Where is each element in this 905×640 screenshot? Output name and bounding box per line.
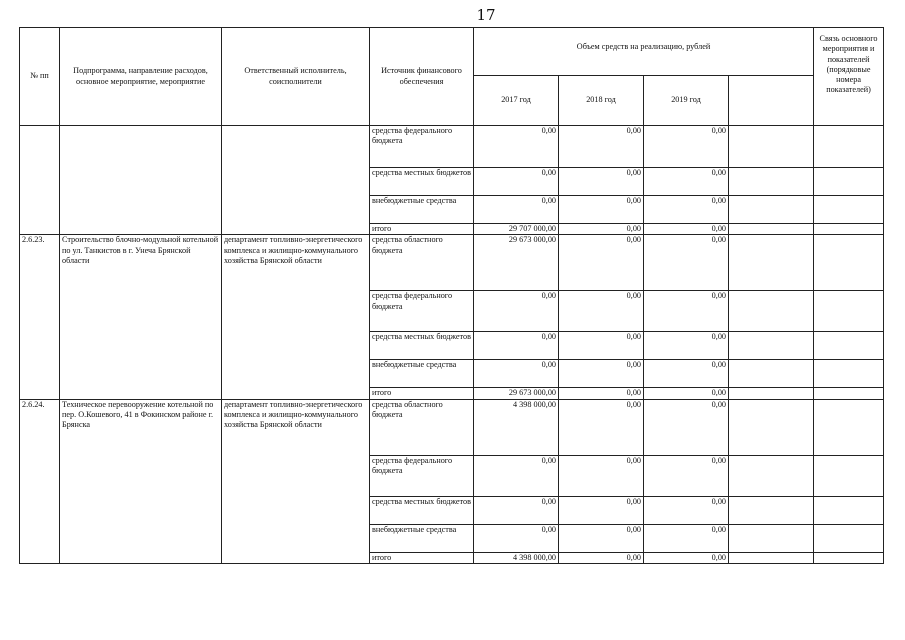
empty-cell	[729, 291, 814, 332]
table-row	[20, 126, 884, 168]
value-2017: 0,00	[474, 126, 559, 168]
empty-cell	[729, 524, 814, 552]
header-executor: Ответственный исполнитель, соисполнители	[222, 28, 370, 126]
row-number: 2.6.24.	[20, 399, 60, 563]
empty-cell	[729, 196, 814, 224]
value-2017: 4 398 000,00	[474, 399, 559, 455]
executor-name: департамент топливно-энергетического комплекса и жилищно-коммунального хозяйства Брянской области	[222, 235, 370, 399]
funding-source: средства областного бюджета	[370, 235, 474, 291]
value-2017: 0,00	[474, 291, 559, 332]
value-2017: 0,00	[474, 360, 559, 388]
value-2019: 0,00	[644, 496, 729, 524]
value-2018: 0,00	[559, 291, 644, 332]
value-2017: 0,00	[474, 196, 559, 224]
program-name: Строительство блочно-модульной котельной по ул. Танкистов в г. Унеча Брянской области	[60, 235, 222, 399]
empty-cell	[729, 126, 814, 168]
header-year-2018: 2018 год	[559, 76, 644, 126]
budget-table	[19, 27, 884, 564]
funding-source: средства областного бюджета	[370, 399, 474, 455]
indicator-link	[814, 455, 884, 496]
funding-source: итого	[370, 388, 474, 399]
empty-cell	[729, 552, 814, 563]
value-2019: 0,00	[644, 332, 729, 360]
header-link: Связь основного мероприятия и показателей (порядковые номера показателей)	[814, 28, 884, 126]
value-2018: 0,00	[559, 332, 644, 360]
value-2018: 0,00	[559, 496, 644, 524]
indicator-link	[814, 388, 884, 399]
empty-cell	[729, 360, 814, 388]
empty-cell	[729, 332, 814, 360]
indicator-link	[814, 496, 884, 524]
indicator-link	[814, 360, 884, 388]
funding-source: внебюджетные средства	[370, 196, 474, 224]
header-num: № пп	[20, 28, 60, 126]
empty-cell	[729, 168, 814, 196]
value-2018: 0,00	[559, 388, 644, 399]
value-2017: 29 673 000,00	[474, 235, 559, 291]
value-2017: 29 673 000,00	[474, 388, 559, 399]
funding-source: средства федерального бюджета	[370, 455, 474, 496]
empty-cell	[729, 224, 814, 235]
indicator-link	[814, 168, 884, 196]
empty-cell	[729, 235, 814, 291]
indicator-link	[814, 399, 884, 455]
funding-source: средства федерального бюджета	[370, 291, 474, 332]
executor-name: департамент топливно-энергетического комплекса и жилищно-коммунального хозяйства Брянской области	[222, 399, 370, 563]
row-number	[20, 126, 60, 235]
header-year-2019: 2019 год	[644, 76, 729, 126]
indicator-link	[814, 524, 884, 552]
value-2017: 0,00	[474, 332, 559, 360]
value-2017: 0,00	[474, 496, 559, 524]
value-2017: 0,00	[474, 168, 559, 196]
value-2017: 4 398 000,00	[474, 552, 559, 563]
header-volume: Объем средств на реализацию, рублей	[474, 28, 814, 76]
indicator-link	[814, 196, 884, 224]
value-2018: 0,00	[559, 524, 644, 552]
value-2019: 0,00	[644, 399, 729, 455]
row-number: 2.6.23.	[20, 235, 60, 399]
indicator-link	[814, 552, 884, 563]
program-name: Техническое перевооружение котельной по пер. О.Кошевого, 41 в Фокинском районе г. Брянска	[60, 399, 222, 563]
value-2018: 0,00	[559, 455, 644, 496]
funding-source: средства местных бюджетов	[370, 496, 474, 524]
funding-source: итого	[370, 552, 474, 563]
funding-source: итого	[370, 224, 474, 235]
executor-name	[222, 126, 370, 235]
value-2018: 0,00	[559, 360, 644, 388]
value-2017: 29 707 000,00	[474, 224, 559, 235]
value-2018: 0,00	[559, 224, 644, 235]
value-2019: 0,00	[644, 291, 729, 332]
value-2019: 0,00	[644, 388, 729, 399]
indicator-link	[814, 291, 884, 332]
value-2018: 0,00	[559, 235, 644, 291]
value-2019: 0,00	[644, 524, 729, 552]
value-2019: 0,00	[644, 196, 729, 224]
funding-source: средства местных бюджетов	[370, 332, 474, 360]
value-2018: 0,00	[559, 126, 644, 168]
value-2017: 0,00	[474, 455, 559, 496]
empty-cell	[729, 388, 814, 399]
table-row	[20, 235, 884, 291]
value-2019: 0,00	[644, 552, 729, 563]
header-source: Источник финансового обеспечения	[370, 28, 474, 126]
table-row	[20, 399, 884, 455]
value-2019: 0,00	[644, 360, 729, 388]
value-2019: 0,00	[644, 224, 729, 235]
empty-cell	[729, 455, 814, 496]
value-2018: 0,00	[559, 552, 644, 563]
value-2018: 0,00	[559, 196, 644, 224]
header-year-extra	[729, 76, 814, 126]
value-2019: 0,00	[644, 126, 729, 168]
value-2017: 0,00	[474, 524, 559, 552]
program-name	[60, 126, 222, 235]
value-2019: 0,00	[644, 455, 729, 496]
header-program: Подпрограмма, направление расходов, основное мероприятие, мероприятие	[60, 28, 222, 126]
indicator-link	[814, 235, 884, 291]
funding-source: внебюджетные средства	[370, 360, 474, 388]
value-2019: 0,00	[644, 168, 729, 196]
funding-source: внебюджетные средства	[370, 524, 474, 552]
funding-source: средства местных бюджетов	[370, 168, 474, 196]
funding-source: средства федерального бюджета	[370, 126, 474, 168]
table-header	[20, 28, 884, 126]
value-2018: 0,00	[559, 168, 644, 196]
value-2018: 0,00	[559, 399, 644, 455]
indicator-link	[814, 126, 884, 168]
indicator-link	[814, 224, 884, 235]
empty-cell	[729, 399, 814, 455]
header-year-2017: 2017 год	[474, 76, 559, 126]
value-2019: 0,00	[644, 235, 729, 291]
empty-cell	[729, 496, 814, 524]
page-number: 17	[476, 6, 496, 24]
indicator-link	[814, 332, 884, 360]
table-body	[20, 126, 884, 564]
